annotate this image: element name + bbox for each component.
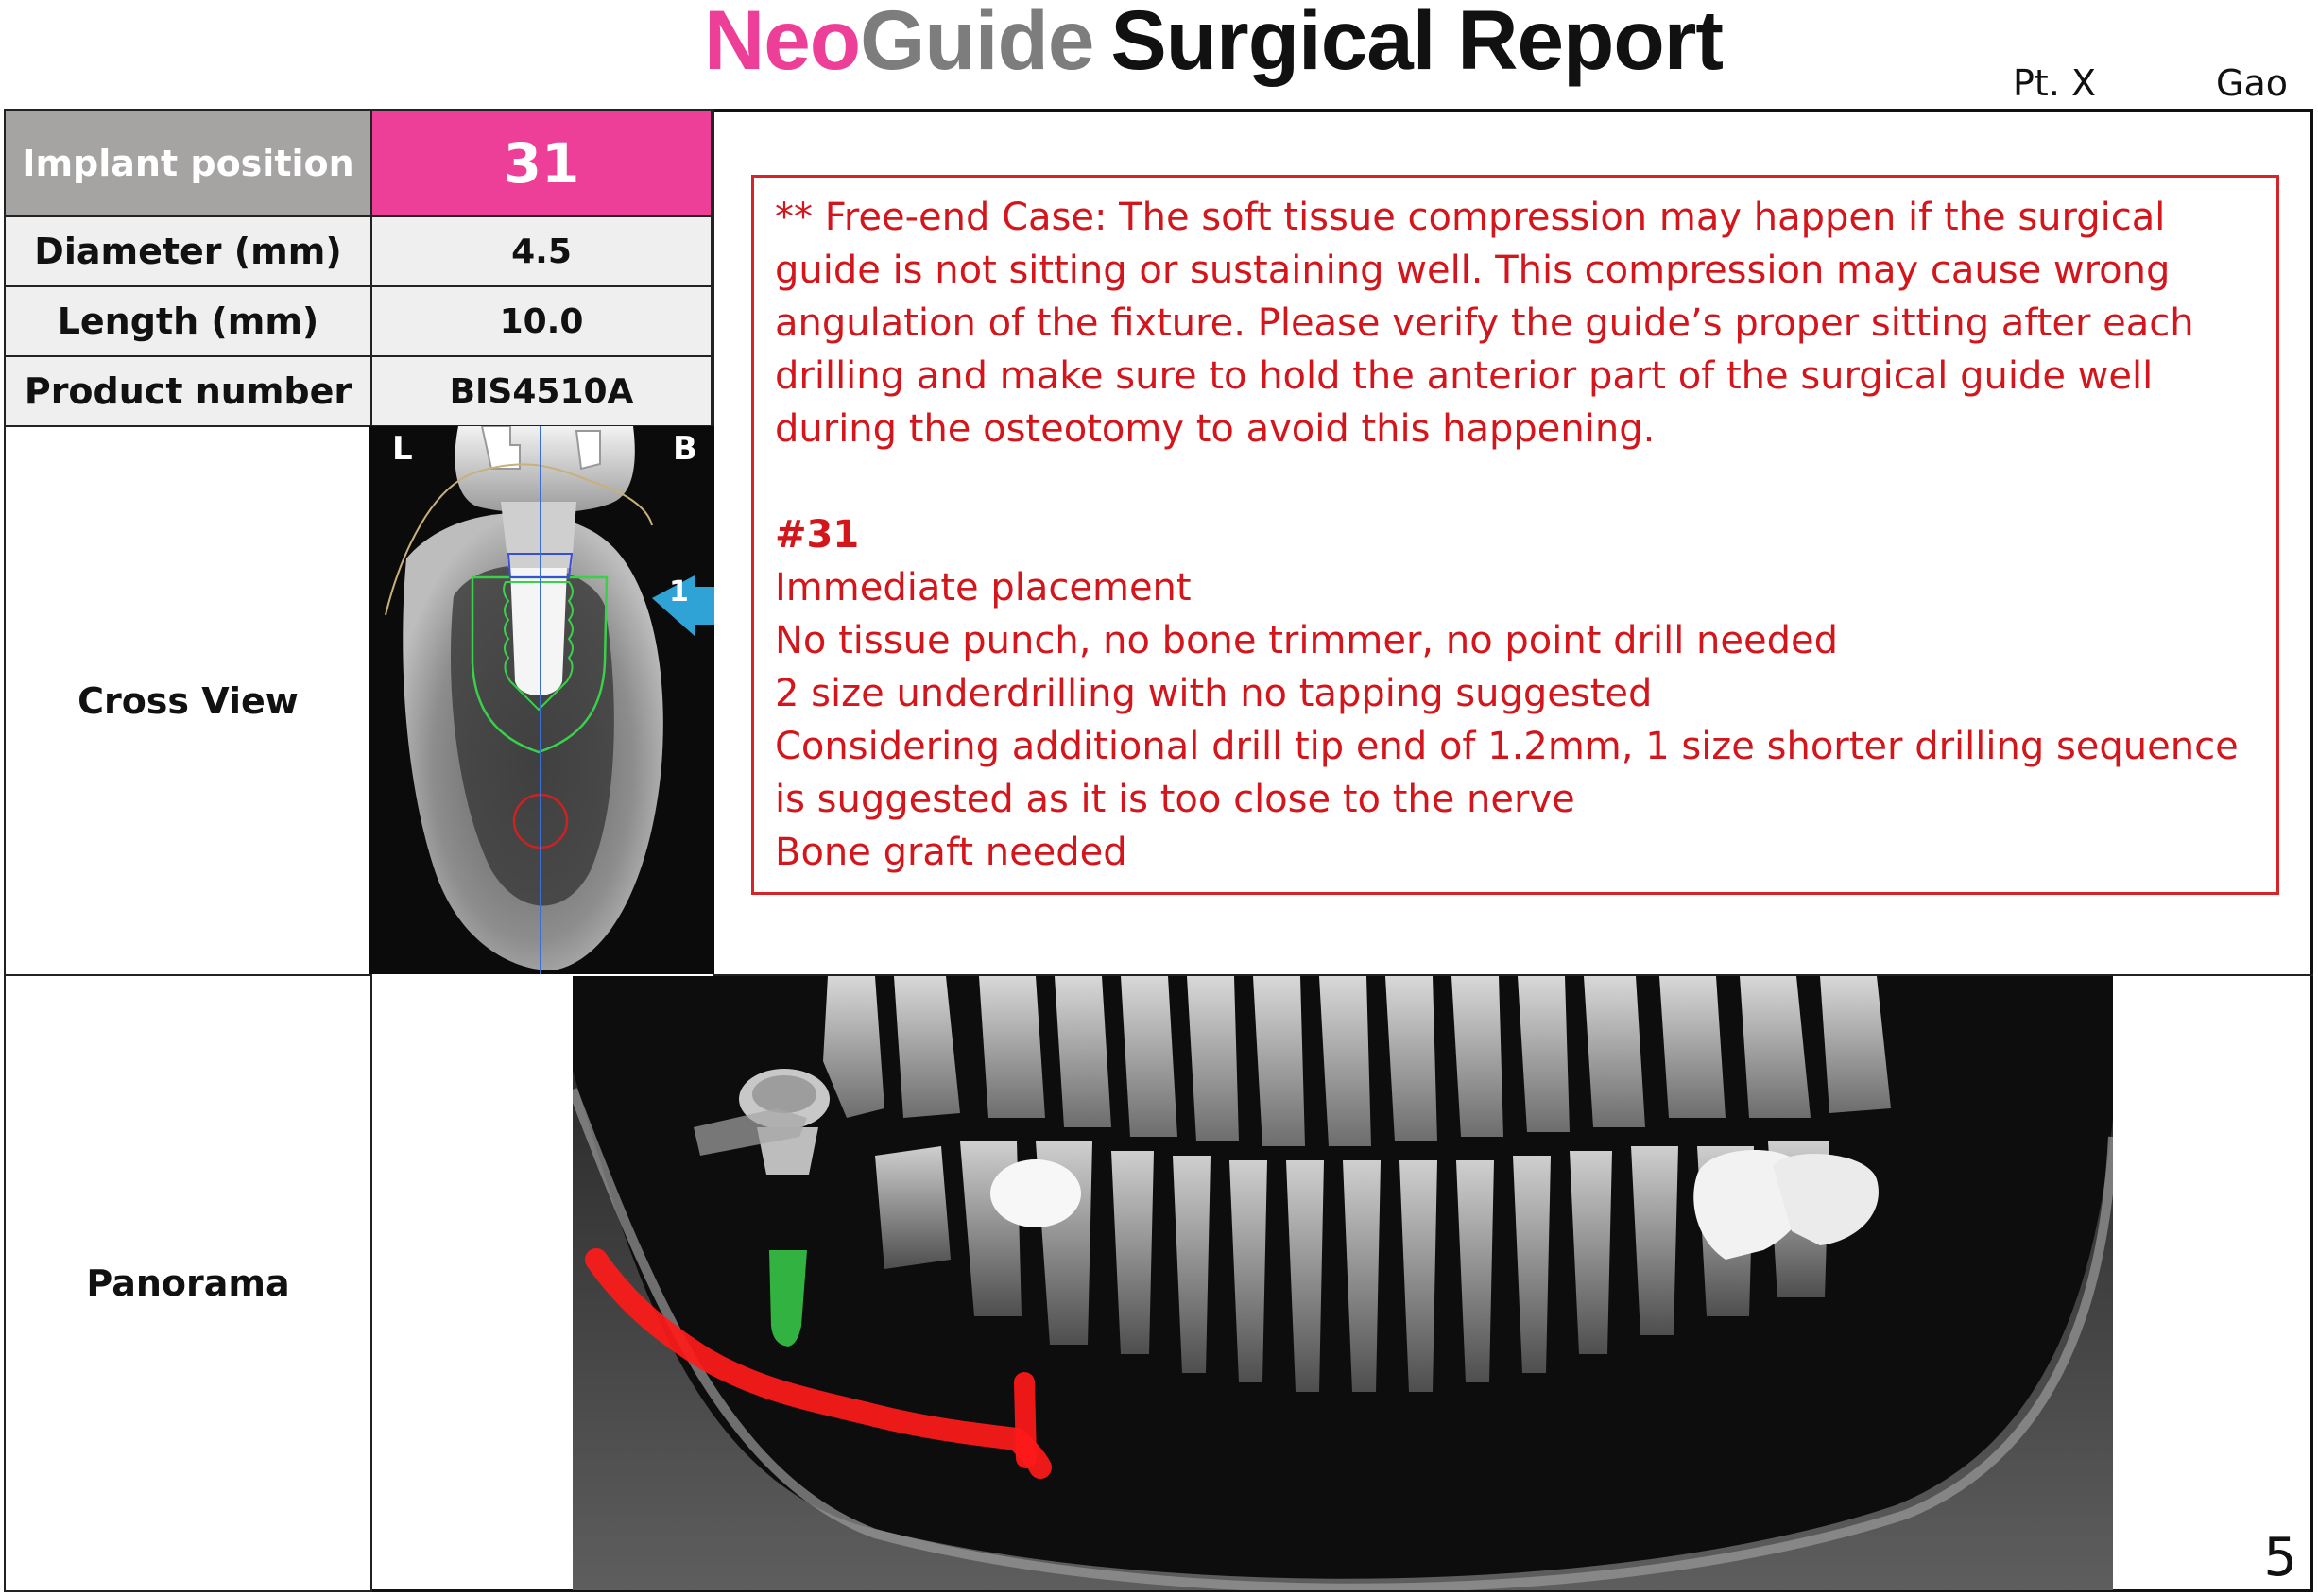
surgical-notes [751,175,2279,895]
tooth-heading: #31 [775,513,860,557]
note-immediate-placement: Immediate placement [775,566,1192,609]
arrow-marker: 1 [669,575,689,609]
cross-view-image [369,426,714,974]
note-no-tissue-punch: No tissue punch, no bone trimmer, no point drill needed [775,619,1838,662]
implant-position-label: Implant position [4,109,372,217]
note-underdrilling: 2 size underdrilling with no tapping suggested [775,672,1653,715]
title-text: Surgical Report [1110,0,1724,87]
diameter-value: 4.5 [370,215,713,287]
length-value: 10.0 [370,285,713,357]
length-label: Length (mm) [4,285,372,357]
report-header [0,0,2318,104]
table-divider [370,974,372,1592]
brand-neo: Neo [704,0,861,87]
product-number-value: BIS4510A [370,355,713,427]
note-bone-graft: Bone graft needed [775,831,1127,874]
patient-prefix: Pt. X [2013,62,2097,104]
brand-guide: Guide [860,0,1094,87]
implant-position-value: 31 [370,109,713,217]
cross-view-scan [369,426,714,974]
notes-divider [713,109,714,426]
free-end-warning: ** Free-end Case: The soft tissue compression may happen if the surgical guide is not sitting or sustaining well. This compression may cause wrong angulation of the fixture. Please verify the guide’s proper sitting after each drilling and make sure to hold the anterior part of the surgical guide well during the osteotomy to avoid this happening. [775,196,2194,451]
diameter-label: Diameter (mm) [4,215,372,287]
buccal-marker: B [673,430,697,468]
panorama-image [573,976,2113,1590]
panorama-label: Panorama [4,974,372,1592]
page-number: 5 [2263,1527,2297,1588]
panorama-scan [573,976,2113,1590]
product-number-label: Product number [4,355,372,427]
report-title [704,0,1724,87]
lingual-marker: L [392,430,413,468]
cross-view-label: Cross View [4,425,372,976]
notes-spacer [775,455,2256,508]
note-drill-tip: Considering additional drill tip end of 1.2mm, 1 size shorter drilling sequence is suggested as it is too close to the nerve [775,725,2239,821]
patient-name: Gao [2216,62,2288,104]
